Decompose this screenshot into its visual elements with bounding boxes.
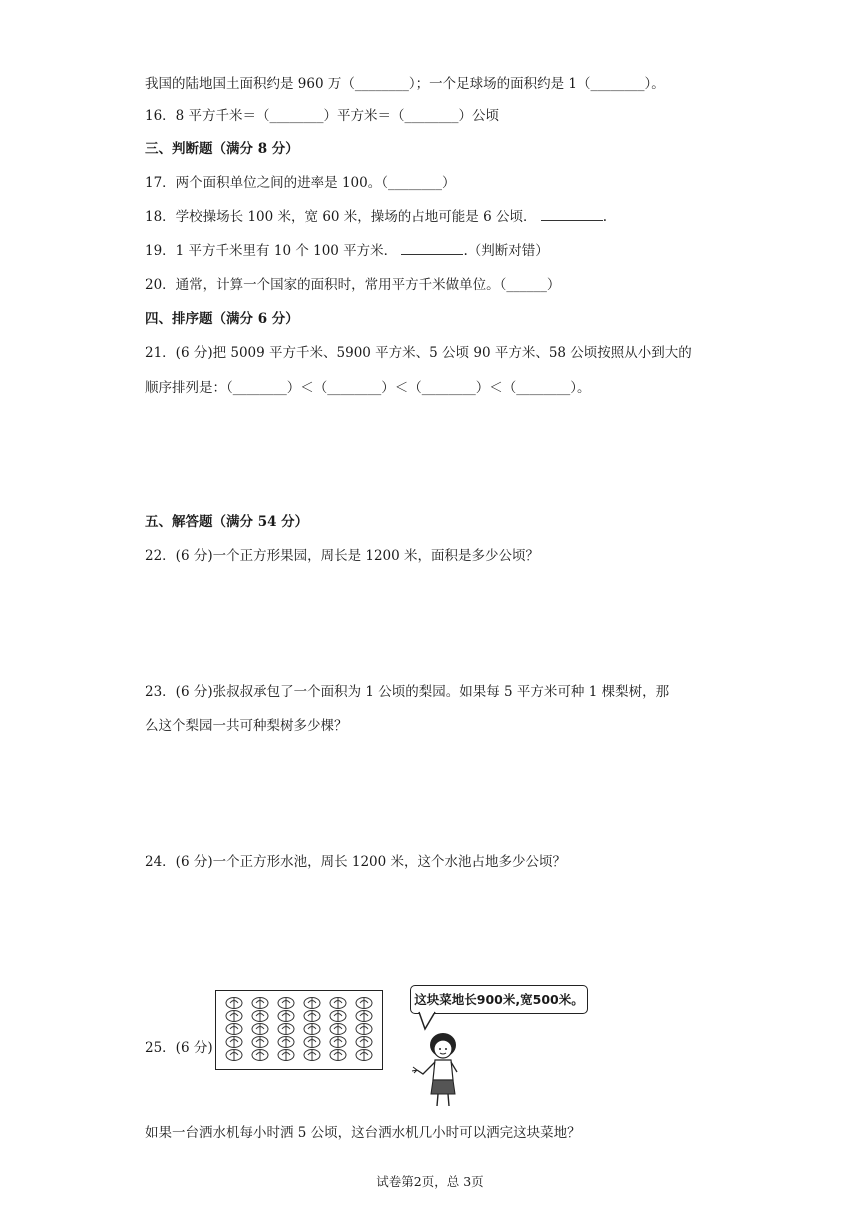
vegetable-leaf <box>360 1050 368 1060</box>
vegetable-leaf <box>230 1011 238 1021</box>
question-18 <box>145 207 607 227</box>
vegetable-leaf <box>230 1050 238 1060</box>
vegetable-leaf <box>230 1037 238 1047</box>
question-24: 24．(6 分)一个正方形水池，周长 1200 米，这个水池占地多少公顷？ <box>145 854 567 870</box>
vegetable-leaf <box>256 1050 264 1060</box>
vegetable-field-figure <box>215 990 383 1070</box>
vegetable-leaf <box>230 1024 238 1034</box>
question-18-text: 18．学校操场长 100 米，宽 60 米，操场的占地可能是 6 公顷． <box>145 209 537 225</box>
vegetable-leaf <box>334 1024 342 1034</box>
vegetable-leaf <box>282 998 290 1008</box>
question-19 <box>145 241 549 261</box>
vegetable-grid <box>222 996 376 1064</box>
vegetable-leaf <box>256 1037 264 1047</box>
girl-illustration <box>405 1030 475 1110</box>
section-heading: 三、判断题（满分 8 分） <box>145 141 299 157</box>
vegetable-leaf <box>334 1050 342 1060</box>
vegetable-leaf <box>334 998 342 1008</box>
answer-blank <box>401 242 463 255</box>
text-line: 我国的陆地国土面积约是 960 万（________）；一个足球场的面积约是 1（________）。 <box>145 76 665 92</box>
vegetable-leaf <box>308 1011 316 1021</box>
question-25-question: 如果一台洒水机每小时洒 5 公顷，这台洒水机几小时可以洒完这块菜地？ <box>145 1125 581 1141</box>
vegetable-leaf <box>282 1037 290 1047</box>
vegetable-leaf <box>360 1037 368 1047</box>
vegetable-leaf <box>308 998 316 1008</box>
vegetable-leaf <box>256 1024 264 1034</box>
vegetable-leaf <box>360 998 368 1008</box>
speech-bubble-tail <box>415 1011 445 1031</box>
section-heading: 五、解答题（满分 54 分） <box>145 514 309 530</box>
answer-blank <box>541 208 603 221</box>
question-23: 23．(6 分)张叔叔承包了一个面积为 1 公顷的梨园。如果每 5 平方米可种 1 棵梨树，那 <box>145 684 670 700</box>
vegetable-leaf <box>308 1037 316 1047</box>
page-footer: 试卷第2页，总 3页 <box>376 1174 484 1189</box>
speech-bubble <box>410 985 588 1014</box>
question-21-cont: 顺序排列是：（________）＜（________）＜（________）＜（________）。 <box>145 380 591 396</box>
vegetable-leaf <box>282 1011 290 1021</box>
question-17: 17．两个面积单位之间的进率是 100。（________） <box>145 175 456 191</box>
speech-bubble-text: 这块菜地长900米,宽500米。 <box>414 992 584 1007</box>
vegetable-leaf <box>256 998 264 1008</box>
vegetable-leaf <box>308 1050 316 1060</box>
question-19-end: .（判断对错） <box>463 243 549 259</box>
question-19-text: 19．1 平方千米里有 10 个 100 平方米． <box>145 243 398 259</box>
question-21: 21．(6 分)把 5009 平方千米、5900 平方米、5 公顷 90 平方米、58 公顷按照从小到大的 <box>145 345 692 361</box>
vegetable-leaf <box>360 1024 368 1034</box>
question-22: 22．(6 分)一个正方形果园，周长是 1200 米，面积是多少公顷？ <box>145 548 540 564</box>
vegetable-leaf <box>282 1050 290 1060</box>
vegetable-leaf <box>256 1011 264 1021</box>
question-25: 25．(6 分) <box>145 1040 213 1056</box>
vegetable-leaf <box>360 1011 368 1021</box>
question-20: 20．通常，计算一个国家的面积时，常用平方千米做单位。（______） <box>145 277 561 293</box>
vegetable-leaf <box>334 1011 342 1021</box>
question-18-end: . <box>602 209 608 225</box>
vegetable-leaf <box>230 998 238 1008</box>
question-16: 16．8 平方千米＝（________）平方米＝（________）公顷 <box>145 108 500 124</box>
question-23-cont: 么这个梨园一共可种梨树多少棵？ <box>145 718 348 734</box>
vegetable-leaf <box>334 1037 342 1047</box>
vegetable-leaf <box>308 1024 316 1034</box>
section-heading: 四、排序题（满分 6 分） <box>145 311 299 327</box>
vegetable-leaf <box>282 1024 290 1034</box>
